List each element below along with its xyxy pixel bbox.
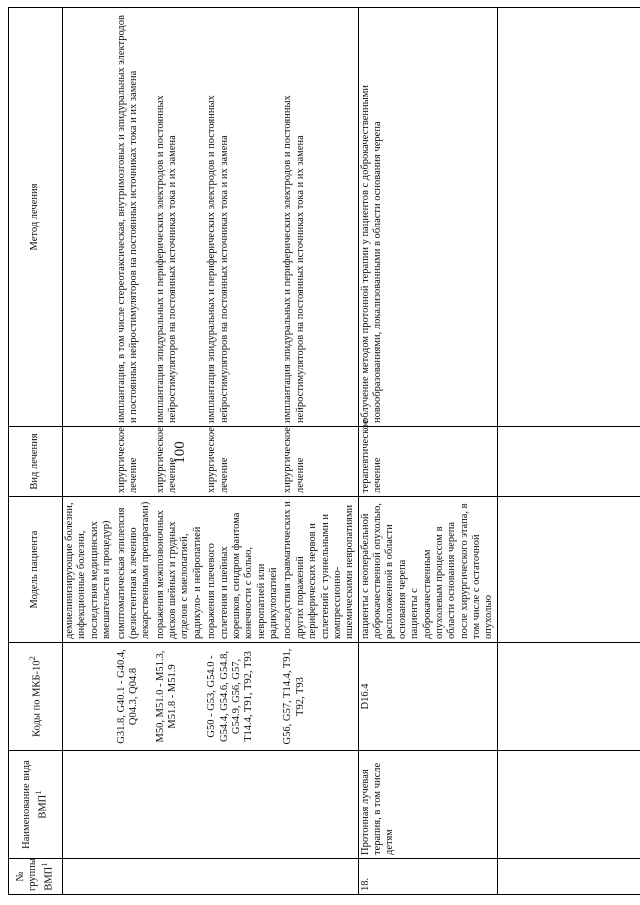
header-model: Модель пациента (9, 497, 63, 643)
table-row: демиелинизирующие болезни, инфекционные болезни, последствия медицинских вмешательств и процедур) (63, 8, 115, 895)
header-name: Наименование вида ВМП$^1$ (9, 751, 63, 859)
table-spacer-row (497, 8, 640, 895)
header-num: № группы ВМП$^1$ (9, 859, 63, 895)
table-row: M50, M51.0 - M51.3, M51.8 - M51.9 поражения межпозвоночных дисков шейных и грудных отделов с миелопатией, радикуло- и нейропатией хирургическое лечение имплантация эпидуральных и периферических электродов и постоянных нейростимуляторов на постоянных источниках тока и их замена (154, 8, 206, 895)
table-row: G31.8, G40.1 - G40.4, Q04.3, Q04.8 симптоматическая эпилепсия (резистентная к лечению лекарственными препаратами) хирургическое лечение имплантация, в том числе стереотаксическая, внутримозговых и эпидуральных электродов и постоянных нейростимуляторов на постоянных источниках тока и их замена (115, 8, 154, 895)
header-type: Вид лечения (9, 427, 63, 497)
header-row (9, 8, 63, 895)
table-row: G50 - G53, G54.0 - G54.4, G54.6, G54.8, G54.9, G56, G57, T14.4, T91, T92, T93 поражения плечевого сплетения и шейных корешков, синдром фантома конечности с болью, невропатией или радикулопатией хирургическое лечение имплантация эпидуральных и периферических электродов и постоянных нейростимуляторов на постоянных источниках тока и их замена (205, 8, 281, 895)
page-number: 100 (172, 441, 188, 464)
vmp-table (8, 7, 640, 895)
header-method: Метод лечения (9, 8, 63, 427)
table-row: 18. Протонная лучевая терапия, в том числе детям D16.4 пациенты с неоперабельной доброкачественной опухолью, расположенной в области основания черепа пациенты с доброкачественным опухолевым процессом в области основания черепа после хирургического этапа, в том числе с остаточной опухолью терапевтическое лечение облучение методом протонной терапии у пациентов с доброкачественными новообразованиями, локализованными в области основания черепа (358, 8, 497, 895)
header-codes: Коды по МКБ-$10^2$ (9, 643, 63, 751)
table-row: G56, G57, T14.4, T91, T92, T93 последствия травматических и других поражений периферических нервов и сплетений с туннельными и компрессионно-ишемическими невропатиями хирургическое лечение имплантация эпидуральных и периферических электродов и постоянных нейростимуляторов на постоянных источниках тока и их замена (281, 8, 358, 895)
